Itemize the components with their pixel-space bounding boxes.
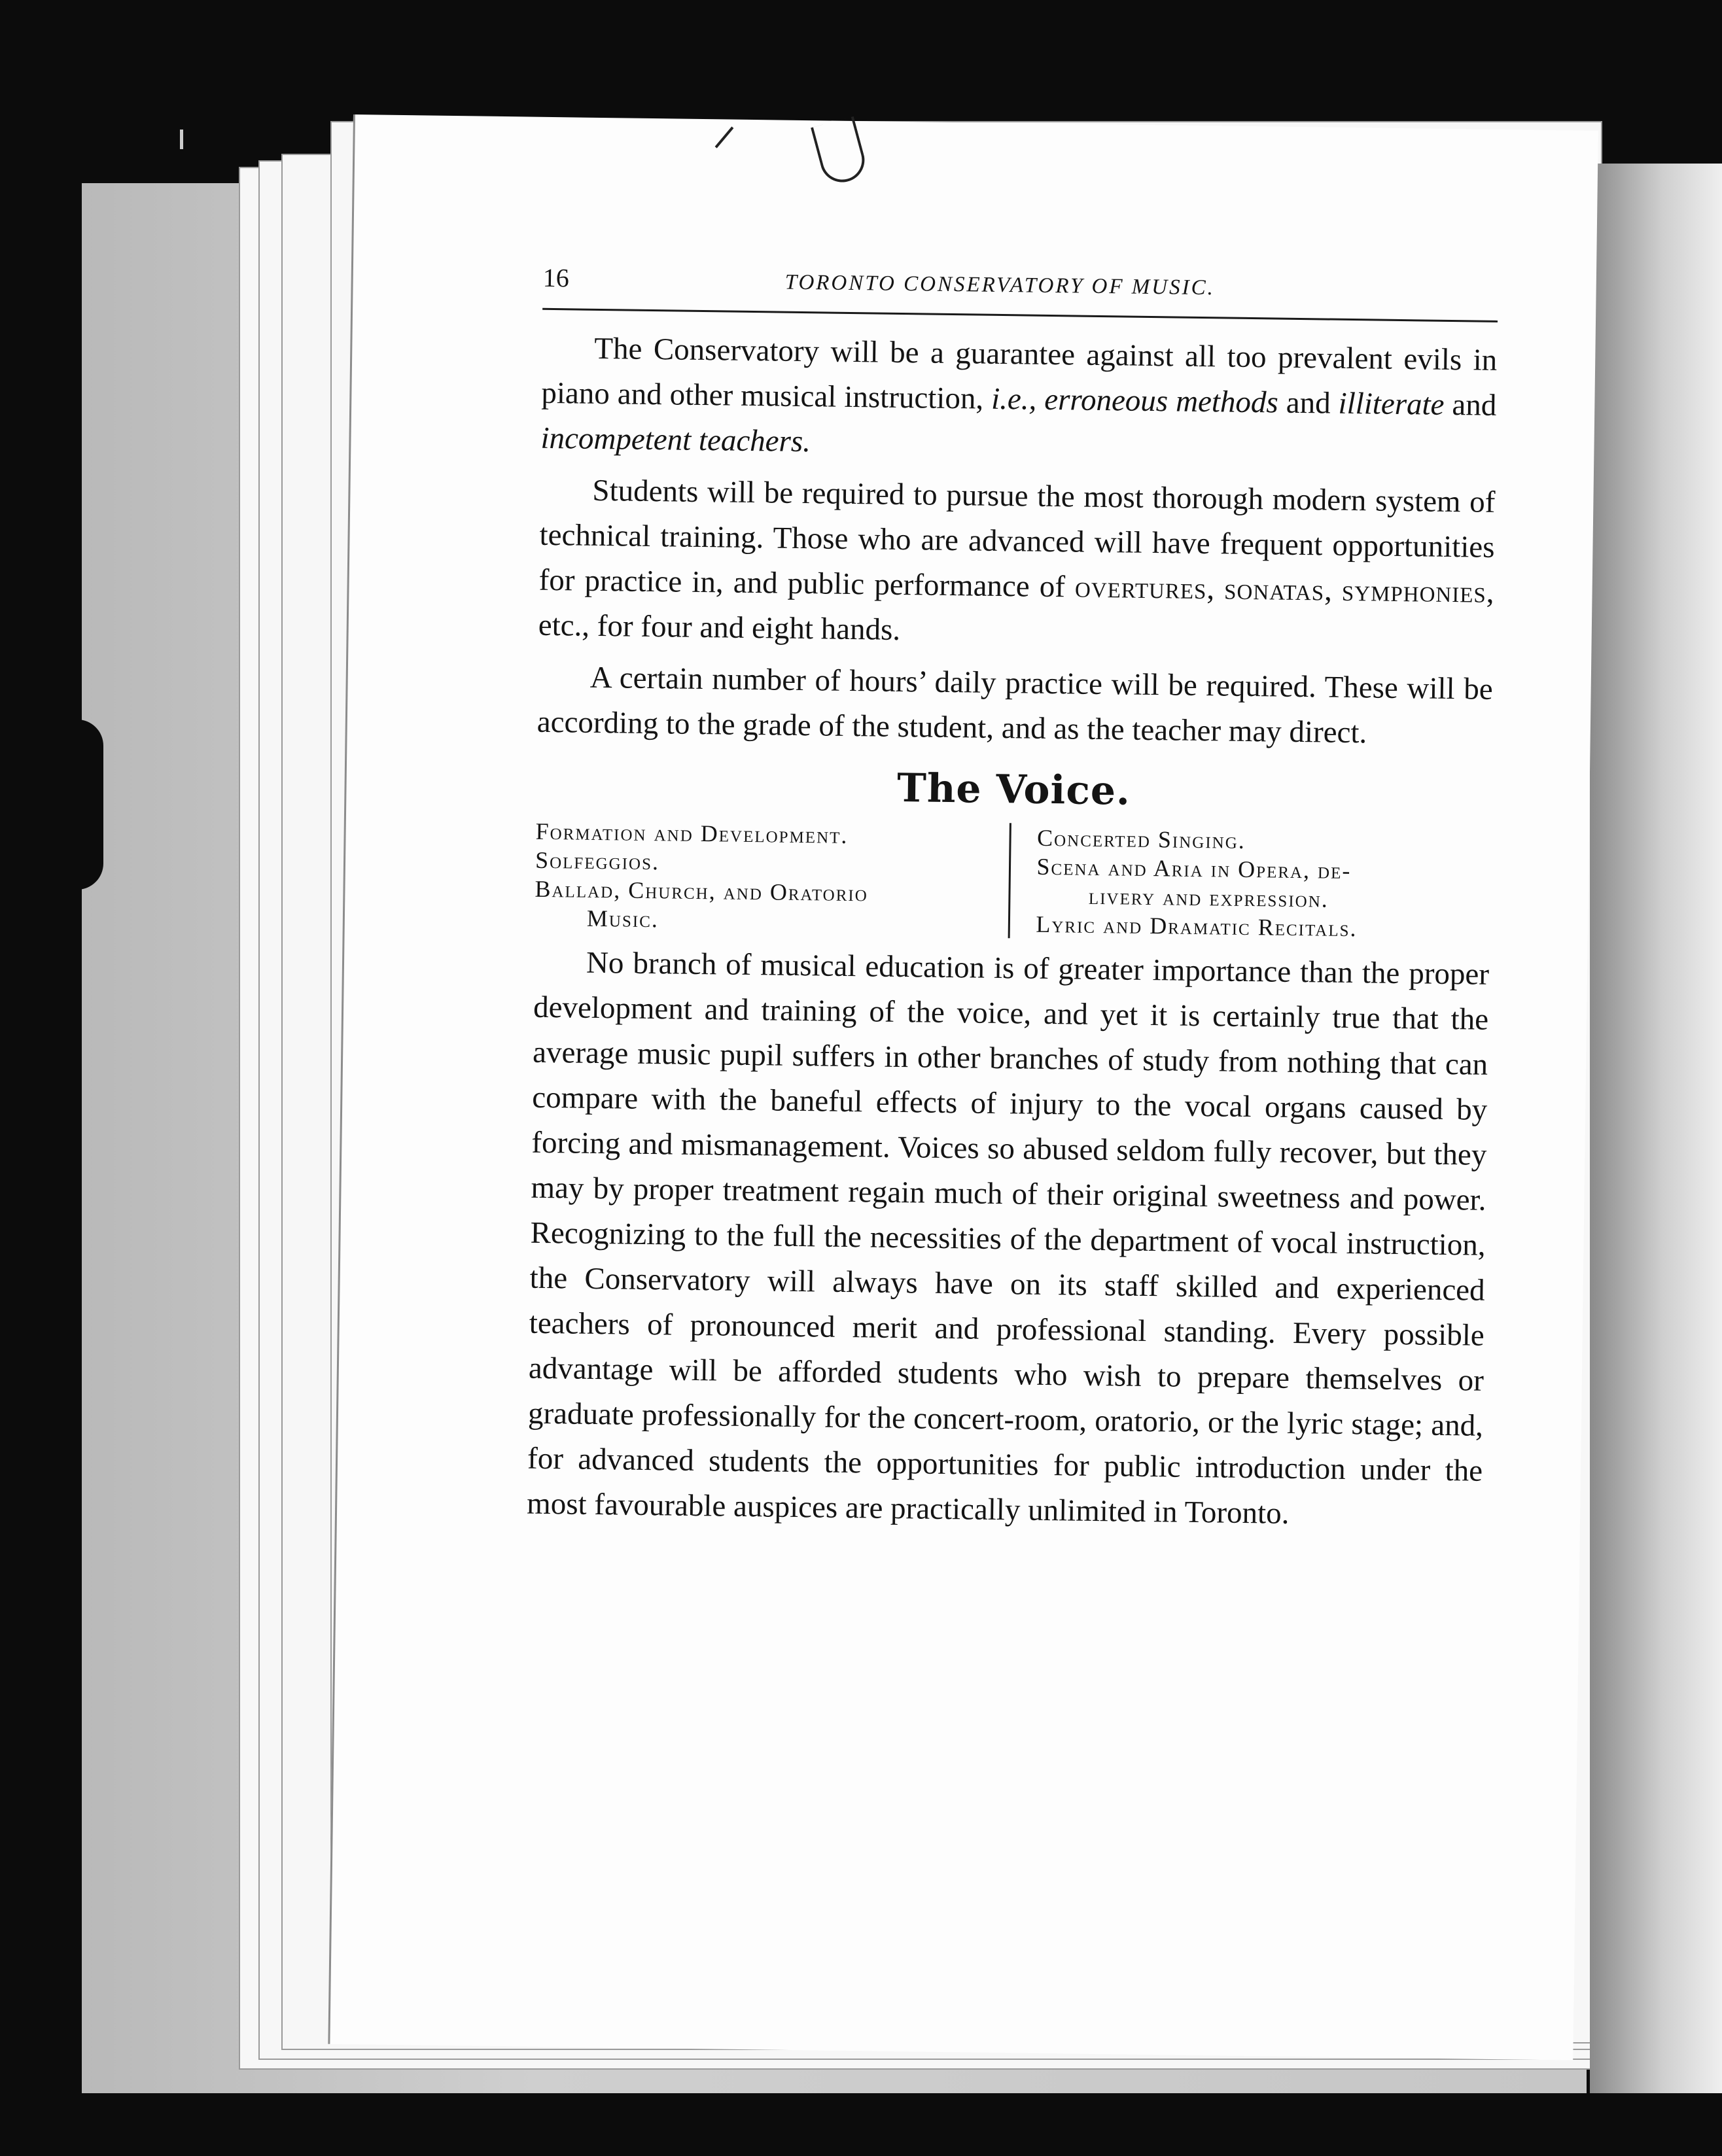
topic-item: Scena and Aria in Opera, de-	[1036, 853, 1352, 884]
topic-item: Ballad, Church, and Oratorio	[535, 875, 869, 907]
paragraph-text: The Conservatory will be a guarantee against all too prevalent evils in piano and other musical instruction,	[541, 331, 1498, 416]
paragraph-text: Students will be required to pursue the most thorough modern system of technical training. Those who are advanced will have frequent opportunities for practice in, and public performance of	[538, 473, 1496, 604]
running-title: TORONTO CONSERVATORY OF MUSIC.	[784, 270, 1216, 300]
topic-item-continuation: Music.	[586, 905, 659, 933]
paragraph-text: ,	[1324, 573, 1343, 608]
intro-paragraph-students	[538, 468, 1495, 661]
small-caps-text: symphonies	[1341, 573, 1487, 610]
topics-right-column	[1010, 823, 1491, 945]
small-caps-text: overtures	[1074, 570, 1207, 606]
page-content	[527, 254, 1498, 1539]
voice-topics-list	[535, 817, 1491, 945]
intro-paragraph-guarantee	[540, 326, 1498, 474]
topic-item: Formation and Development.	[535, 818, 849, 848]
document-page	[328, 114, 1598, 2060]
topic-item-continuation: livery and expression.	[1088, 882, 1329, 913]
page-curl-shadow	[1590, 164, 1722, 2093]
topic-item: Concerted Singing.	[1036, 824, 1246, 854]
topics-left-column	[535, 817, 1011, 938]
paragraph-text: and	[1278, 385, 1339, 421]
small-caps-text: sonatas	[1223, 572, 1325, 608]
italic-text: i.e.,	[991, 381, 1037, 417]
italic-text: erroneous methods	[1044, 382, 1279, 420]
italic-text: illiterate	[1338, 386, 1445, 422]
backing-notch	[77, 720, 103, 890]
italic-text: incompetent teachers.	[540, 421, 811, 459]
running-header	[542, 254, 1498, 313]
topic-item: Solfeggios.	[535, 846, 660, 875]
intro-paragraph-practice: A certain number of hours’ daily practice will be required. These will be according to the grade of the student, and as the teacher may direct.	[536, 660, 1493, 750]
paragraph-text: , etc., for four and eight hands.	[538, 575, 1494, 648]
topic-item: Lyric and Dramatic Recitals.	[1036, 911, 1358, 942]
voice-body-paragraph: No branch of musical education is of greater importance than the proper development and training of the voice, and yet it is certainly true that the average music pupil suffers in other branches of study from nothing that can compare with the baneful effects of injury to the vocal organs caused by forcing and mismanagement. Voices so abused seldom fully recover, but they may by proper treatment regain much of their original sweetness and power. Recognizing to the full the necessities of the department of vocal instruction, the Conservatory will always have on its staff skilled and experienced teachers of pronounced merit and professional standing. Every possible advantage will be afforded students who wish to prepare themselves or graduate professionally for the concert-room, oratorio, or the lyric stage; and, for advanced students the opportunities for public introduction under the most favourable auspices are practically unlimited in Toronto.	[526, 945, 1490, 1531]
section-heading-the-voice: The Voice.	[896, 765, 1131, 814]
page-number: 16	[542, 262, 570, 293]
paragraph-text: ,	[1206, 572, 1225, 606]
scan-edge-mark	[180, 130, 183, 149]
paragraph-text: and	[1444, 387, 1497, 423]
